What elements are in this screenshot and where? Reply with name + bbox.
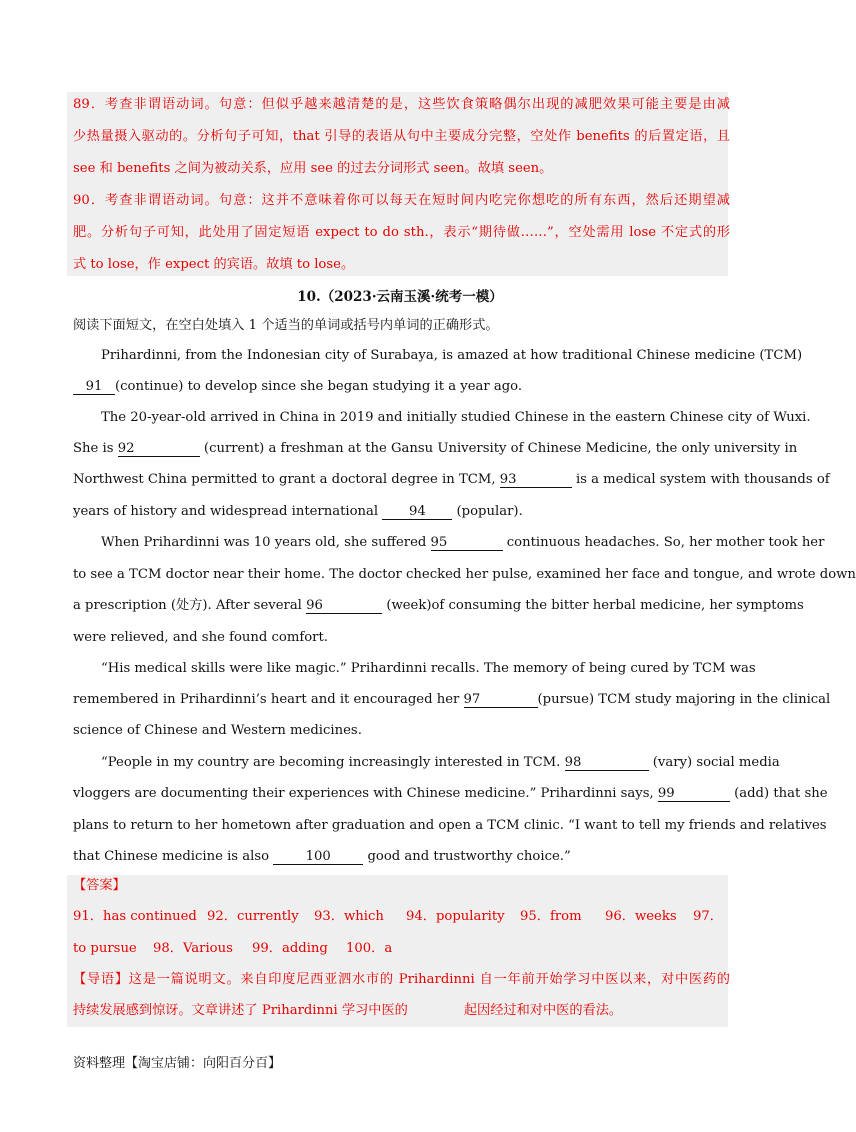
- guide-text: 持续发展感到惊讶。文章讲述了 Prihardinni 学习中医的: [73, 1003, 408, 1018]
- section-instruction: 阅读下面短文，在空白处填入 1 个适当的单词或括号内单词的正确形式。: [73, 318, 499, 333]
- blank-98[interactable]: 98: [565, 756, 649, 771]
- passage-text: a prescription (处方). After several: [73, 598, 302, 613]
- guide-line2: [73, 1003, 730, 1019]
- blank-99[interactable]: 99: [658, 787, 730, 802]
- passage-p2-line2: [73, 441, 798, 457]
- passage-text: (vary) social media: [652, 755, 780, 770]
- answer-92: 92．currently: [207, 909, 299, 924]
- answer-93: 93．which: [314, 909, 384, 924]
- passage-p5-line1: [101, 755, 780, 771]
- answer-label: 【答案】: [73, 878, 126, 893]
- passage-p2-line1: The 20-year-old arrived in China in 2019 and initially studied Chinese in the eastern Chinese city of Wuxi.: [101, 410, 811, 425]
- passage-text: (current) a freshman at the Gansu University of Chinese Medicine, the only university in: [203, 441, 798, 456]
- passage-text: (week)of consuming the bitter herbal medicine, her symptoms: [386, 598, 804, 613]
- passage-p4-line2: [73, 692, 831, 708]
- passage-text: (popular).: [456, 504, 523, 519]
- blank-95[interactable]: 95: [431, 536, 503, 551]
- passage-text: She is: [73, 441, 114, 456]
- passage-text: good and trustworthy choice.”: [367, 849, 571, 864]
- explanation-90-line2: 肥。分析句子可知，此处用了固定短语 expect to do sth.，表示“期待做……”，空处需用 lose 不定式的形: [73, 225, 730, 240]
- answer-97: 97．: [693, 909, 723, 924]
- passage-p3-line2: to see a TCM doctor near their home. The doctor checked her pulse, examined her face and tongue, and wrote down: [73, 567, 856, 582]
- passage-p2-line3: [73, 472, 830, 488]
- answer-95: 95．from: [520, 909, 582, 924]
- guide-text: 起因经过和对中医的看法。: [463, 1003, 623, 1018]
- blank-91[interactable]: 91: [73, 380, 115, 395]
- passage-text: vloggers are documenting their experiences with Chinese medicine.” Prihardinni says,: [73, 786, 654, 801]
- explanation-89-line1: 89．考查非谓语动词。句意：但似乎越来越清楚的是，这些饮食策略偶尔出现的减肥效果可能主要是由减: [73, 97, 730, 112]
- passage-p1-line1: Prihardinni, from the Indonesian city of Surabaya, is amazed at how traditional Chinese medicine (TCM): [101, 348, 803, 363]
- passage-text: years of history and widespread international: [73, 504, 379, 519]
- passage-text: Northwest China permitted to grant a doctoral degree in TCM,: [73, 472, 496, 487]
- answer-91: 91．has continued: [73, 909, 197, 924]
- answer-96: 96．weeks: [605, 909, 677, 924]
- blank-93[interactable]: 93: [500, 473, 572, 488]
- answer-98: 98．Various: [153, 941, 233, 956]
- passage-text: (pursue) TCM study majoring in the clinical: [537, 692, 831, 707]
- passage-p1-line2: [73, 379, 730, 395]
- explanation-shaded-block: [67, 92, 728, 276]
- passage-p5-line2: [73, 786, 828, 802]
- answer-100: 100．a: [346, 941, 393, 956]
- blank-96[interactable]: 96: [306, 599, 382, 614]
- passage-text: When Prihardinni was 10 years old, she suffered: [101, 535, 427, 550]
- blank-94[interactable]: 94: [382, 505, 452, 520]
- passage-p2-line4: [73, 504, 730, 520]
- passage-p3-line4: were relieved, and she found comfort.: [73, 630, 328, 645]
- footer-source: 资料整理【淘宝店铺：向阳百分百】: [73, 1056, 282, 1071]
- passage-text: (continue) to develop since she began studying it a year ago.: [115, 379, 523, 394]
- guide-line1: 【导语】这是一篇说明文。来自印度尼西亚泗水市的 Prihardinni 自一年前开始学习中医以来，对中医药的: [73, 972, 730, 987]
- blank-97[interactable]: 97: [464, 693, 538, 708]
- explanation-90-line1: 90．考查非谓语动词。句意：这并不意味着你可以每天在短时间内吃完你想吃的所有东西，然后还期望减: [73, 193, 730, 208]
- passage-p3-line3: [73, 598, 804, 614]
- passage-p4-line3: science of Chinese and Western medicines.: [73, 723, 362, 738]
- passage-p4-line1: “His medical skills were like magic.” Prihardinni recalls. The memory of being cured by TCM was: [101, 661, 756, 676]
- section-title: 10.（2023·云南玉溪·统考一模）: [297, 289, 503, 305]
- passage-p3-line1: [101, 535, 825, 551]
- blank-92[interactable]: 92: [118, 442, 200, 457]
- passage-text: remembered in Prihardinni’s heart and it encouraged her: [73, 692, 460, 707]
- passage-text: (add) that she: [734, 786, 828, 801]
- blank-100[interactable]: 100: [273, 850, 363, 865]
- explanation-89-line2: 少热量摄入驱动的。分析句子可知，that 引导的表语从句中主要成分完整，空处作 benefits 的后置定语，且: [73, 129, 730, 144]
- explanation-90-line3: 式 to lose，作 expect 的宾语。故填 to lose。: [73, 257, 355, 272]
- answer-99: 99．adding: [252, 941, 328, 956]
- answer-94: 94．popularity: [406, 909, 505, 924]
- passage-text: “People in my country are becoming increasingly interested in TCM.: [101, 755, 561, 770]
- passage-text: that Chinese medicine is also: [73, 849, 270, 864]
- passage-p5-line3: plans to return to her hometown after graduation and open a TCM clinic. “I want to tell my friends and relatives: [73, 818, 827, 833]
- answer-97-cont: to pursue: [73, 941, 137, 956]
- passage-text: continuous headaches. So, her mother took her: [506, 535, 825, 550]
- passage-text: is a medical system with thousands of: [575, 472, 830, 487]
- explanation-89-line3: see 和 benefits 之间为被动关系，应用 see 的过去分词形式 seen。故填 seen。: [73, 161, 553, 176]
- passage-p5-line4: [73, 849, 730, 865]
